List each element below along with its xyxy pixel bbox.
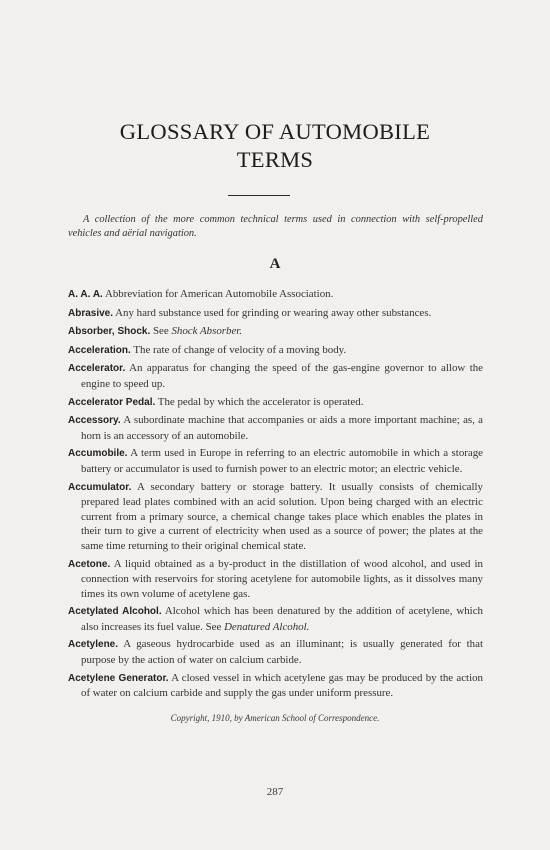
entry-term: Absorber, Shock. — [68, 326, 151, 338]
glossary-entry — [68, 343, 483, 359]
entry-term: Accumulator. — [68, 481, 132, 493]
title-divider — [228, 195, 290, 196]
entry-definition: A subordinate machine that accompanies or aids a more important machine; as, a horn is an accessory of an automobile. — [81, 414, 483, 442]
entry-definition: The pedal by which the accelerator is operated. — [157, 395, 364, 408]
entry-term: Acetylated Alcohol. — [68, 606, 162, 618]
entry-definition: A secondary battery or storage battery. It usually consists of chemically prepared lead plates combined with an acid solution. Upon being charged with an electric current from a primary source, a chemical change takes place which enables the plates in their turn to give a current of electricity when used as a source of power; the plates at the same time returning to their original chemical state. — [81, 480, 483, 552]
glossary-entry — [68, 413, 483, 443]
entry-definition: A closed vessel in which acetylene gas may be produced by the action of water on calcium carbide and supply the gas under uniform pressure. — [81, 671, 483, 700]
glossary-entry — [68, 557, 483, 602]
entry-definition: An apparatus for changing the speed of the gas-engine governor to allow the engine to speed up. — [81, 362, 483, 390]
glossary-entry — [68, 480, 483, 554]
glossary-entry — [68, 604, 483, 634]
glossary-entry — [68, 671, 483, 701]
entry-term: Accumobile. — [68, 448, 128, 460]
glossary-entry — [68, 637, 483, 667]
entry-cross-reference: Denatured Alcohol. — [224, 620, 310, 633]
entry-term: A. A. A. — [68, 289, 103, 300]
glossary-entry — [68, 361, 483, 391]
entry-term: Acceleration. — [68, 344, 131, 356]
entry-term: Acetylene. — [68, 639, 119, 651]
entry-term: Accessory. — [68, 415, 121, 427]
glossary-entry — [68, 306, 483, 322]
entry-term: Accelerator Pedal. — [68, 396, 156, 408]
page-title: GLOSSARY OF AUTOMOBILE TERMS — [119, 119, 431, 172]
section-letter: A — [269, 256, 281, 272]
entry-definition: See — [152, 325, 169, 338]
glossary-entry — [68, 287, 483, 303]
entry-cross-reference: Shock Absorber. — [171, 325, 243, 338]
entry-definition: A liquid obtained as a by-product in the distillation of wood alcohol, and used in connection with reservoirs for storing acetylene for automobile lights, as it dissolves many times its own volume of acetylene gas. — [81, 557, 484, 600]
entry-definition: Any hard substance used for grinding or wearing away other substances. — [115, 306, 432, 319]
entry-definition: The rate of change of velocity of a moving body. — [133, 343, 347, 356]
glossary-entries — [68, 287, 483, 704]
entry-definition: A term used in Europe in referring to an electric automobile in which a storage battery or accumulator is used to furnish power to an electric motor; an electric vehicle. — [81, 447, 484, 475]
intro-paragraph: A collection of the more common technical terms used in connection with self-propelled vehicles and aërial navigation. — [68, 214, 483, 239]
glossary-entry — [68, 395, 483, 411]
entry-term: Acetylene Generator. — [68, 672, 169, 684]
entry-term: Acetone. — [68, 558, 111, 570]
entry-term: Abrasive. — [68, 307, 114, 319]
entry-definition: A gaseous hydrocarbide used as an illuminant; is usually generated for that purpose by the action of water on calcium carbide. — [81, 638, 483, 667]
entry-definition: Alcohol which has been denatured by the addition of acetylene, which also increases its fuel value. See — [81, 605, 483, 633]
glossary-entry — [68, 446, 483, 476]
copyright-notice: Copyright, 1910, by American School of Correspondence. — [170, 713, 380, 723]
glossary-entry — [68, 324, 483, 340]
entry-definition: Abbreviation for American Automobile Association. — [104, 288, 334, 300]
entry-term: Accelerator. — [68, 363, 126, 375]
page-number: 287 — [266, 786, 284, 798]
